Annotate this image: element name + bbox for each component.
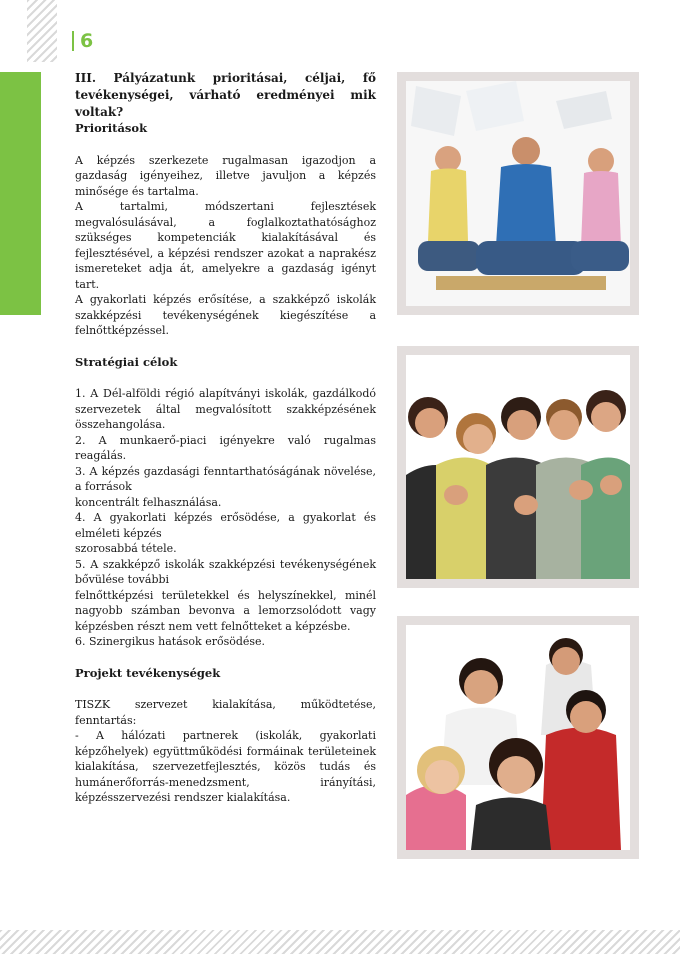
priorities-paragraph-3: A gyakorlati képzés erősítése, a szakképző iskolák szakképzési tevékenységének kiegészítése a felnőttképzéssel. <box>75 293 376 337</box>
goal-line: 3. A képzés gazdasági fenntarthatóságának növelése, a források <box>75 464 376 493</box>
photo-frame-teens-thumbs-up <box>397 346 639 588</box>
priorities-paragraph-2: A tartalmi, módszertani fejlesztések megvalósulásával, a foglalkoztathatósághoz szükséges kompetenciák kialakításával és fejlesztésével, a képzési rendszer azokat a naprakész ismereteket adja át, amelyekre a gazdaság igényt tart. <box>75 200 376 291</box>
photo-frame-students-papers <box>397 72 639 315</box>
page-number: 6 <box>72 31 93 51</box>
green-accent-bar <box>0 72 41 315</box>
goal-line: felnőttképzési területekkel és helyszínekkel, minél nagyobb számban bevonva a lemorzsolódott vagy képzésben részt nem vett felnőtteket a képzésbe. <box>75 588 376 633</box>
priorities-paragraph-1: A képzés szerkezete rugalmasan igazodjon a gazdaság igényeihez, illetve javuljon a képzés minősége és tartalma. <box>75 153 376 198</box>
goal-line: 2. A munkaerő-piaci igényekre való rugalmas reagálás. <box>75 433 376 462</box>
main-text-column <box>75 70 376 806</box>
activities-paragraph-2: - A hálózati partnerek (iskolák, gyakorlati képzőhelyek) együttműködési formáinak területeinek kialakítása, szervezetfejlesztés, közös tudás és humánerőforrás-menedzsment, irányítási, képzésszervezési rendszer kialakítása. <box>75 729 376 804</box>
activities-heading: Projekt tevékenységek <box>75 665 221 680</box>
goal-line: szorosabbá tétele. <box>75 542 177 555</box>
decorative-stripes-bottom <box>0 930 680 954</box>
goal-line: 5. A szakképző iskolák szakképzési tevékenységének bővülése további <box>75 557 376 586</box>
goals-heading: Stratégiai célok <box>75 354 178 369</box>
priorities-heading: Prioritások <box>75 121 148 135</box>
decorative-stripes-top <box>27 0 57 62</box>
photo-teens-thumbs-up <box>406 355 630 579</box>
activities-paragraph-1: TISZK szervezet kialakítása, működtetése, fenntartás: <box>75 698 376 727</box>
photo-frame-smiling-group <box>397 616 639 859</box>
goal-line: 6. Szinergikus hatások erősödése. <box>75 635 266 648</box>
section-title: III. Pályázatunk prioritásai, céljai, fő tevékenységei, várható eredményei mik voltak? <box>75 71 376 119</box>
goal-line: 1. A Dél-alföldi régió alapítványi iskolák, gazdálkodó szervezetek által megvalósított szakképzésének összehangolása. <box>75 387 376 431</box>
goal-line: 4. A gyakorlati képzés erősödése, a gyakorlat és elméleti képzés <box>75 511 376 540</box>
photo-smiling-group <box>406 625 630 850</box>
goal-line: koncentrált felhasználása. <box>75 495 222 509</box>
photo-students-papers <box>406 81 630 306</box>
